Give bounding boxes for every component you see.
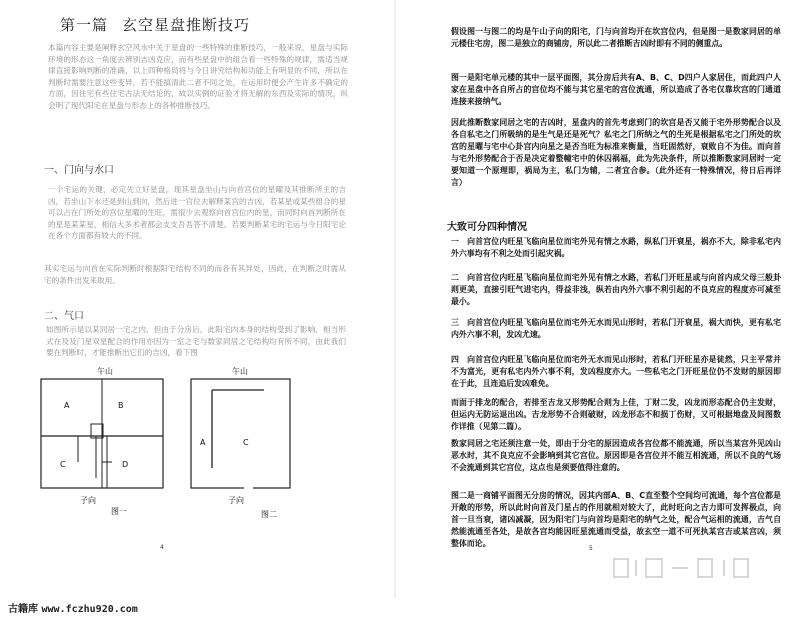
footer-site-link[interactable]: www.fczhu920.com xyxy=(41,604,138,615)
r-case-1: 一 向首宫位内旺星飞临向星位而宅外见有情之水路，纵私门开衰星，祸亦不大，除非私宅内外六事均有不利之处而引起灾祸。 xyxy=(451,237,781,258)
door-paragraph-2: 其实宅运与向首在实际判断时根据阳宅结构不同的而各有其异处，因此，在判断之时需从宅的条件出发来取用。 xyxy=(44,264,346,285)
seal-stamp-icon xyxy=(612,556,762,580)
fig1-caption: 图一 xyxy=(111,507,127,516)
r-case-3: 三 向首宫位内旺星飞临向星位而宅外无水而见山形时，若私门开衰星，祸大而快，更有私宅内外六事不利，发凶尤速。 xyxy=(451,318,781,339)
figure-1-diagram xyxy=(40,378,165,490)
r-paragraph-2: 图一是阳宅单元楼的其中一层平面图，其分房后共有A、B、C、D四户人家居住，而此四户人家在星盘中各自所占的宫位均不能与其它星宅的宫位流通，所以造成了各宅仅靠坎宫的门通道连接来接纳气。 xyxy=(451,73,781,106)
door-paragraph: 一个宅运的关键，必定先立好星盘。现其星盘坐山与向首宫位的星曜及其推断所主的吉凶，若坐山下水还是到山到向，然后进一宫位去解释某宫的吉凶，若某星或某些组合的星可以占在门所处的宫位星曜的生旺，需很少去观察向首宫位内的星，而同时向首判断所在的星是某某星，相信大多术者都会支支吾吾答不清楚。若要判断某宅的宅运与今日阳宅论在各个方面都有较大的不同。 xyxy=(48,185,346,241)
page-number-right: 5 xyxy=(589,545,593,552)
title-part-2: 玄空星盘推断技巧 xyxy=(122,16,251,34)
r-heading-four-cases: 大致可分四种情况 xyxy=(447,222,527,233)
qikou-paragraph: 如图所示是以某同居一宅之内，但由于分房后，此阳宅内本身的结构受到了影响，相当形式在及及门星双星配合的作用亦因为一室之宅与数家同居之宅结构均有所不同，由此我们要在判断时，才能推断出它们的吉凶，看下图 xyxy=(46,325,346,358)
fig2-room-c: C xyxy=(243,438,249,447)
r-case-2: 二 向首宫位内旺星飞临向星位而宅外见有情之水路，若私门开旺星或与向首内成父母三般卦则更美，直接引旺气进宅内，得益非浅，纵若由内外六事不利引起的不良克应的程度亦可减至最小。 xyxy=(451,273,781,306)
r-paragraph-4: 而面于排龙的配合，若排至吉龙又形势配合则为上佳，丁财二发，凶龙而形态配合仍主发财，但运内无防运退出凶。吉龙形势不合则破财，凶龙形态不和损丁伤财，又可根据地盘及间图数作详推（见第二篇）。 xyxy=(451,398,781,431)
right-page xyxy=(398,0,793,600)
title-part-1: 第一篇 xyxy=(60,16,109,34)
fig2-top-label: 午山 xyxy=(232,367,248,376)
r-paragraph-3: 因此推断数家同居之宅的吉凶时，星盘内的首先考虑到门的坎宫是否又能于宅外形势配合以及各自私宅之门所吸纳的是生气是还是死气？私宅之门所纳之气的生死是根据私宅之门所处的坎宫的星曜与宅中心卦宫内向星之是否当旺为标准来衡量，当旺固然好，衰败自不为佳。而向首与宅外形势配合于否是决定着整幢宅中的休囚祸福，此为先决条件，所以推断数家同居时一定要知道一个原理即，祸局为主，私门为辅，二者宜合参。（此外还有一特殊情况，待日后再详言） xyxy=(451,118,781,187)
r-case-4: 四 向首宫位内旺星飞临向星位而宅外无水而见山形时，若私门开旺星亦是徒然，只主平常并不为富光，更有私宅内外六事不利，发凶程度亦大。一些私宅之门开旺星位仍不发财的原因即在于此，且连追后发凶难免。 xyxy=(451,355,781,388)
intro-paragraph: 本篇内容主要是阐释玄空风水中关于星盘的一些特殊的推断技巧，一般来说，星盘与实际环境的形态这一角度去辨别吉凶克应，而有些星盘中的组合看一些特殊的规律，需适当规律直接影响判断的准确，以上四种格局将与今日讲究结构和功能上有明显的不同，所以在判断时需要注意这些变异，若不能搞清此二者不同之处，在运用时便会产生许多不确定的方面，因住宅有些住宅古法无结论的，故以实例的证验才将无解的东西及实际的情况，纵会明了现代阳宅在星盘与形态上的各种推断技巧。 xyxy=(48,43,348,110)
footer-label: 古籍库 xyxy=(8,604,38,615)
fig1-room-b: B xyxy=(118,401,124,410)
page-title xyxy=(60,14,350,35)
fig1-room-a: A xyxy=(64,401,70,410)
fig2-caption: 图二 xyxy=(261,510,277,519)
fig2-room-a: A xyxy=(200,438,206,447)
figure-2-diagram xyxy=(190,378,292,490)
fig1-room-c: C xyxy=(60,460,66,469)
r-paragraph-6: 图二是一商铺平面图无分房的情况，因其内部A、B、C直至整个空间均可流通，每个宫位都是开敞的形势，所以此时向首及门星占的作用就相对较大了，此时旺向之吉力即可发挥极点，向首一旦当衰，诸凶减凝，因为阳宅门与向首均是阳宅的纳气之处，配合气运相的流通，吉气自然能流通至各处，是故各宫均能因旺星流通而受益，故玄空一道不可死执某宫吉或某宫凶，须整体而论。 xyxy=(451,491,781,548)
section-heading-door: 一、门向与水口 xyxy=(44,165,114,176)
fig1-bottom-label: 子向 xyxy=(80,496,96,505)
site-footer xyxy=(8,600,138,615)
fig2-bottom-label: 子向 xyxy=(228,496,244,505)
left-page xyxy=(0,0,395,600)
fig1-top-label: 午山 xyxy=(97,367,113,376)
page-number-left: 4 xyxy=(160,544,164,551)
r-paragraph-1: 假设图一与图二的均是午山子向的阳宅，门与向首均开在坎宫位内，但是图一是数家同居的单元楼住宅房，图二是独立的商铺房，所以此二者推断吉凶时即有不同的侧重点。 xyxy=(451,27,781,48)
r-paragraph-5: 数家同居之宅还须注意一处，即由于分宅的原因造成各宫位都不能流通，所以当某宫外见凶山恶水时，其不良克应不会影响到其它宫位。原因即是各宫位并不能互相流通，所以不良的气场不会流通到其它宫位，这点也是须要值得注意的。 xyxy=(451,439,781,472)
section-heading-qikou: 二、气口 xyxy=(44,311,84,322)
fig1-room-d: D xyxy=(122,460,129,469)
page-gutter xyxy=(394,0,396,598)
